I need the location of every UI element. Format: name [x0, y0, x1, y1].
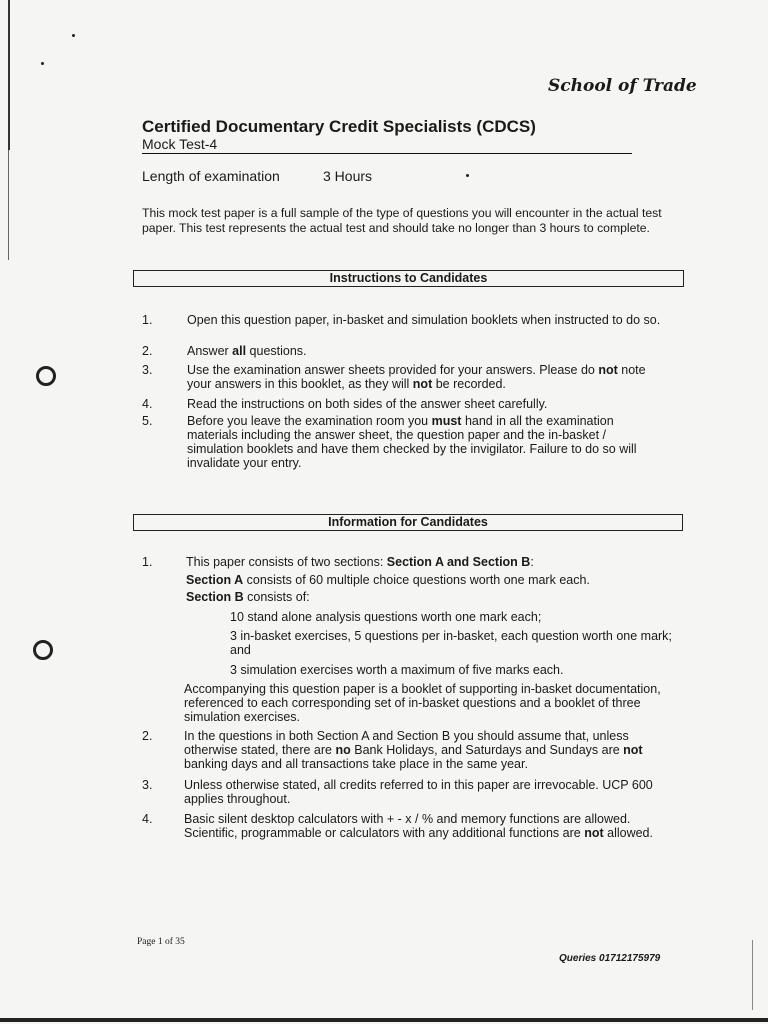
info-closing-text: Accompanying this question paper is a booklet of supporting in-basket documentation, referenced to each corresponding set of in-basket questions and a booklet of three simulation exercises.	[184, 682, 661, 724]
exam-length-value: 3 Hours	[323, 168, 373, 184]
info-number: 4.	[142, 812, 153, 826]
section-b-subitem: 10 stand alone analysis questions worth one mark each;	[230, 610, 542, 624]
scan-edge-bottom	[0, 1018, 768, 1022]
speck	[41, 62, 44, 65]
information-heading: Information for Candidates	[133, 514, 683, 531]
punch-hole-icon	[33, 640, 53, 660]
intro-paragraph: This mock test paper is a full sample of the type of questions you will encounter in the actual test paper. This test represents the actual test and should take no longer than 3 hours to complete.	[142, 206, 662, 235]
info-number: 3.	[142, 778, 153, 792]
scan-edge-left	[8, 0, 10, 150]
page-subtitle: Mock Test-4	[142, 136, 632, 154]
info-text: Unless otherwise stated, all credits referred to in this paper are irrevocable. UCP 600 applies throughout.	[184, 778, 653, 806]
scan-edge-left-lower	[8, 150, 9, 260]
instruction-text: Answer all questions.	[187, 344, 307, 358]
info-text: In the questions in both Section A and Section B you should assume that, unless otherwise stated, there are no Bank Holidays, and Saturdays and Sundays are not banking days and all transactions take place in the same year.	[184, 729, 643, 771]
instructions-heading: Instructions to Candidates	[133, 270, 684, 287]
instruction-number: 2.	[142, 344, 153, 358]
page-number: Page 1 of 35	[137, 937, 185, 947]
instruction-number: 1.	[142, 313, 153, 327]
info-number: 2.	[142, 729, 153, 743]
instruction-text: Read the instructions on both sides of the answer sheet carefully.	[187, 397, 548, 411]
punch-hole-icon	[36, 366, 56, 386]
speck	[72, 34, 75, 37]
section-b-subitem: 3 simulation exercises worth a maximum of five marks each.	[230, 663, 564, 677]
section-b-subitem: 3 in-basket exercises, 5 questions per in-basket, each question worth one mark; and	[230, 629, 672, 657]
scan-edge-right	[752, 940, 753, 1010]
instruction-number: 4.	[142, 397, 153, 411]
instruction-number: 3.	[142, 363, 153, 377]
instruction-text: Before you leave the examination room you must hand in all the examination materials including the answer sheet, the question paper and the in-basket / simulation booklets and have them checked by the invigilator. Failure to do so will invalidate your entry.	[187, 414, 637, 470]
info-text: Basic silent desktop calculators with + - x / % and memory functions are allowed. Scientific, programmable or calculators with any additional functions are not allowed.	[184, 812, 653, 840]
page-title: Certified Documentary Credit Specialists (CDCS)	[142, 117, 536, 136]
instruction-text: Open this question paper, in-basket and simulation booklets when instructed to do so.	[187, 313, 661, 327]
queries-contact: Queries 01712175979	[559, 953, 661, 964]
instruction-text: Use the examination answer sheets provided for your answers. Please do not note your answers in this booklet, as they will not be recorded.	[187, 363, 646, 391]
section-b-line: Section B consists of:	[186, 590, 310, 604]
info-number: 1.	[142, 555, 153, 569]
info-text: This paper consists of two sections: Section A and Section B:	[186, 555, 534, 569]
exam-length-label: Length of examination	[142, 168, 280, 184]
section-a-line: Section A consists of 60 multiple choice questions worth one mark each.	[186, 573, 590, 587]
school-logo-text: School of Trade	[548, 76, 697, 96]
speck	[466, 174, 469, 177]
instruction-number: 5.	[142, 414, 153, 428]
